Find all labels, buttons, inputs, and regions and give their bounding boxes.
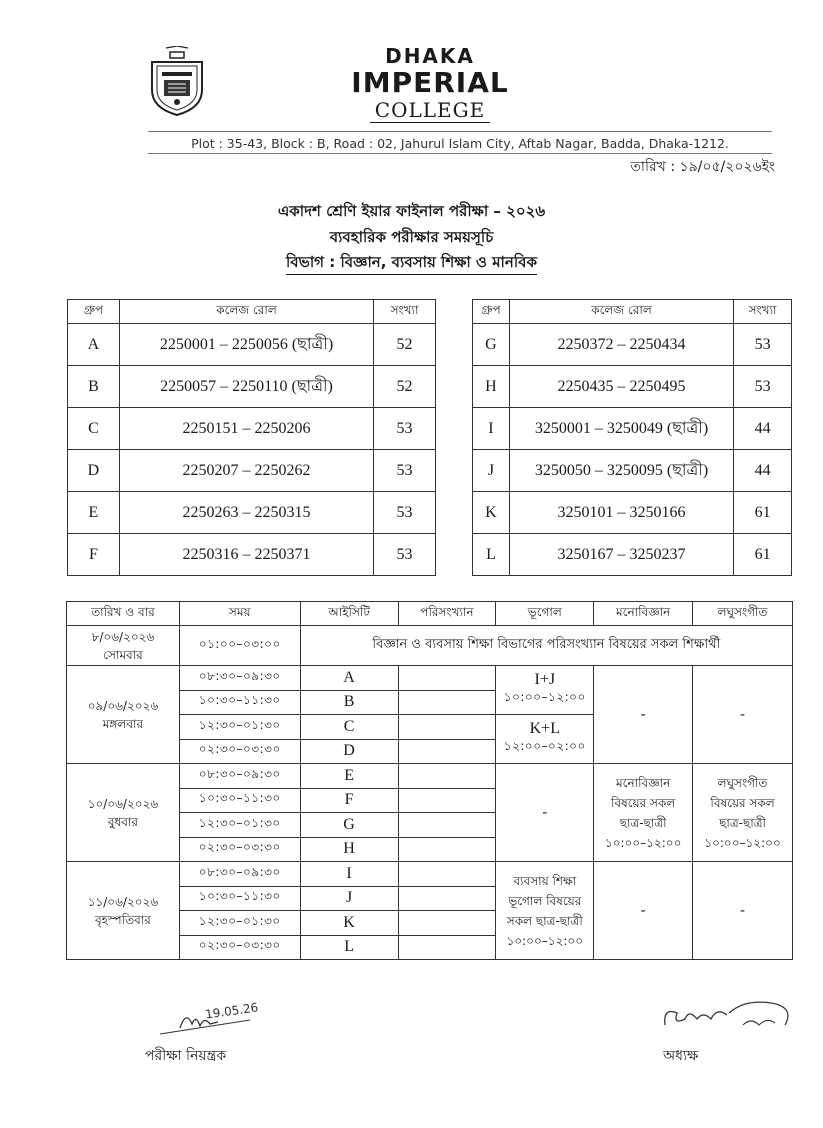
day1-date-cell [67, 626, 180, 666]
psychology-cell: - [594, 666, 693, 764]
psychology-time: ১০:০০–১২:০০ [604, 835, 682, 850]
group-cell: A [68, 324, 120, 366]
geography-line1: ব্যবসায় শিক্ষা [513, 873, 577, 888]
psychology-cell: - [594, 862, 693, 960]
day1-time: ০১:০০–০৩:০০ [179, 626, 300, 666]
schedule-row-day4 [67, 862, 793, 887]
statistics-cell [398, 886, 496, 911]
header-time: সময় [179, 602, 300, 626]
statistics-cell [398, 715, 496, 740]
table-row [68, 324, 436, 366]
count-cell: 53 [374, 450, 436, 492]
table-row [68, 366, 436, 408]
statistics-cell [398, 935, 496, 960]
practical-schedule-table [66, 601, 793, 960]
table-row [473, 366, 792, 408]
geography-time: ১০:০০–১২:০০ [503, 690, 586, 704]
count-cell: 53 [374, 408, 436, 450]
count-cell: 52 [374, 366, 436, 408]
statistics-cell [398, 666, 496, 691]
day4-day: বৃহস্পতিবার [94, 912, 151, 927]
ict-group: E [300, 764, 398, 789]
geography-time: ১০:০০–১২:০০ [506, 933, 584, 948]
geography-line3: সকল ছাত্র-ছাত্রী [506, 913, 583, 928]
ict-group: F [300, 788, 398, 813]
geography-time: ১২:০০–০২:০০ [503, 739, 586, 753]
count-cell: 53 [374, 492, 436, 534]
time-slot: ০২:৩০–০৩:৩০ [179, 739, 300, 764]
count-cell: 52 [374, 324, 436, 366]
music-line3: ছাত্র-ছাত্রী [719, 815, 766, 830]
ict-group: D [300, 739, 398, 764]
table-row [68, 534, 436, 576]
statistics-cell [398, 813, 496, 838]
table-header-row [68, 300, 436, 324]
time-slot: ০৮:৩০–০৯:৩০ [179, 862, 300, 887]
table-row [68, 492, 436, 534]
time-slot: ০৮:৩০–০৯:৩০ [179, 666, 300, 691]
table-row [473, 492, 792, 534]
day2-date: ০৯/০৬/২০২৬ [87, 698, 159, 713]
group-cell: I [473, 408, 510, 450]
day3-date: ১০/০৬/২০২৬ [87, 796, 159, 811]
time-slot: ০২:৩০–০৩:৩০ [179, 837, 300, 862]
table-row [68, 450, 436, 492]
statistics-cell [398, 837, 496, 862]
time-slot: ১০:৩০–১১:৩০ [179, 690, 300, 715]
ict-group: K [300, 911, 398, 936]
header-music: লঘুসংগীত [693, 602, 793, 626]
time-slot: ১২:৩০–০১:৩০ [179, 715, 300, 740]
roll-cell: 3250167 – 3250237 [509, 534, 733, 576]
notice-titles [0, 198, 823, 275]
table-row [473, 324, 792, 366]
group-cell: C [68, 408, 120, 450]
roll-cell: 3250001 – 3250049 (ছাত্রী) [509, 408, 733, 450]
letterhead [0, 0, 823, 180]
time-slot: ১০:৩০–১১:৩০ [179, 886, 300, 911]
music-cell: - [693, 666, 793, 764]
statistics-cell [398, 788, 496, 813]
roll-cell: 2250001 – 2250056 (ছাত্রী) [119, 324, 373, 366]
psychology-line3: ছাত্র-ছাত্রী [619, 815, 667, 830]
controller-signature-date: 19.05.26 [204, 1000, 260, 1022]
day2-day: মঙ্গলবার [102, 716, 144, 731]
group-table-left [67, 299, 436, 576]
statistics-cell [398, 911, 496, 936]
ict-group: I [300, 862, 398, 887]
statistics-cell [398, 739, 496, 764]
header-roll: কলেজ রোল [119, 300, 373, 324]
geography-slot-1 [496, 666, 594, 715]
schedule-title: ব্যবহারিক পরীক্ষার সময়সূচি [329, 228, 494, 246]
table-header-row [473, 300, 792, 324]
college-name-line1: DHAKA [385, 44, 475, 68]
count-cell: 53 [734, 324, 792, 366]
group-cell: B [68, 366, 120, 408]
header-ict: আইসিটি [300, 602, 398, 626]
table-row [473, 408, 792, 450]
schedule-header-row [67, 602, 793, 626]
psychology-all-students [594, 764, 693, 862]
count-cell: 44 [734, 450, 792, 492]
music-time: ১০:০০–১২:০০ [704, 835, 781, 850]
ict-group: B [300, 690, 398, 715]
time-slot: ১০:৩০–১১:৩০ [179, 788, 300, 813]
table-row [68, 408, 436, 450]
psychology-line2: বিষয়ের সকল [611, 795, 676, 810]
day1-note: বিজ্ঞান ও ব্যবসায় শিক্ষা বিভাগের পরিসংখ্যান বিষয়ের সকল শিক্ষার্থী [300, 626, 792, 666]
table-row [473, 534, 792, 576]
time-slot: ০২:৩০–০৩:৩০ [179, 935, 300, 960]
ict-group: J [300, 886, 398, 911]
time-slot: ১২:৩০–০১:৩০ [179, 911, 300, 936]
header-psychology: মনোবিজ্ঞান [594, 602, 693, 626]
header-statistics: পরিসংখ্যান [398, 602, 496, 626]
controller-label: পরীক্ষা নিয়ন্ত্রক [145, 1048, 227, 1064]
group-cell: G [473, 324, 510, 366]
geography-line2: ভূগোল বিষয়ের [508, 893, 582, 908]
group-cell: K [473, 492, 510, 534]
roll-cell: 2250316 – 2250371 [119, 534, 373, 576]
day2-date-cell [67, 666, 180, 764]
ict-group: L [300, 935, 398, 960]
roll-cell: 2250263 – 2250315 [119, 492, 373, 534]
header-rule-bottom [148, 153, 772, 154]
address: Plot : 35-43, Block : B, Road : 02, Jahurul Islam City, Aftab Nagar, Badda, Dhaka-1212. [191, 136, 729, 151]
header-count: সংখ্যা [734, 300, 792, 324]
group-cell: L [473, 534, 510, 576]
college-name [330, 44, 530, 123]
music-line1: লঘুসংগীত [717, 775, 768, 790]
header-geography: ভূগোল [496, 602, 594, 626]
header-group: গ্রুপ [473, 300, 510, 324]
day4-date-cell [67, 862, 180, 960]
principal-label: অধ্যক্ষ [663, 1048, 699, 1064]
group-cell: H [473, 366, 510, 408]
roll-cell: 2250207 – 2250262 [119, 450, 373, 492]
header-roll: কলেজ রোল [509, 300, 733, 324]
geography-slot-2 [496, 715, 594, 764]
count-cell: 53 [374, 534, 436, 576]
statistics-cell [398, 764, 496, 789]
header-count: সংখ্যা [374, 300, 436, 324]
roll-cell: 3250050 – 3250095 (ছাত্রী) [509, 450, 733, 492]
count-cell: 61 [734, 534, 792, 576]
ict-group: A [300, 666, 398, 691]
group-cell: F [68, 534, 120, 576]
roll-cell: 2250435 – 2250495 [509, 366, 733, 408]
day3-date-cell [67, 764, 180, 862]
music-line2: বিষয়ের সকল [710, 795, 775, 810]
music-all-students [693, 764, 793, 862]
time-slot: ০৮:৩০–০৯:৩০ [179, 764, 300, 789]
header-rule-top [148, 131, 772, 132]
geography-business-students [496, 862, 594, 960]
college-crest-icon [148, 46, 206, 116]
schedule-row-day3 [67, 764, 793, 789]
college-name-line2: IMPERIAL [351, 66, 509, 99]
time-slot: ১২:৩০–০১:৩০ [179, 813, 300, 838]
day1-day: সোমবার [103, 647, 143, 662]
psychology-line1: মনোবিজ্ঞান [615, 775, 671, 790]
ict-group: C [300, 715, 398, 740]
group-cell: J [473, 450, 510, 492]
table-row [473, 450, 792, 492]
geography-cell: - [496, 764, 594, 862]
statistics-cell [398, 862, 496, 887]
group-cell: D [68, 450, 120, 492]
group-table-right [472, 299, 792, 576]
geography-group: K+L [529, 720, 560, 737]
roll-cell: 3250101 – 3250166 [509, 492, 733, 534]
day3-day: বুধবার [107, 814, 139, 829]
ict-group: H [300, 837, 398, 862]
college-name-line3: COLLEGE [370, 98, 490, 123]
issue-date: তারিখ : ১৯/০৫/২০২৬ইং [630, 159, 775, 175]
roll-cell: 2250151 – 2250206 [119, 408, 373, 450]
header-group: গ্রুপ [68, 300, 120, 324]
geography-group: I+J [534, 671, 556, 688]
count-cell: 61 [734, 492, 792, 534]
department-title: বিভাগ : বিজ্ঞান, ব্যবসায় শিক্ষা ও মানবিক [286, 250, 537, 275]
day4-date: ১১/০৬/২০২৬ [87, 894, 159, 909]
principal-signature-icon [655, 995, 805, 1040]
schedule-row-day2 [67, 666, 793, 691]
music-cell: - [693, 862, 793, 960]
group-cell: E [68, 492, 120, 534]
statistics-cell [398, 690, 496, 715]
roll-cell: 2250057 – 2250110 (ছাত্রী) [119, 366, 373, 408]
schedule-row-day1 [67, 626, 793, 666]
roll-cell: 2250372 – 2250434 [509, 324, 733, 366]
day1-date: ৮/০৬/২০২৬ [91, 629, 155, 644]
ict-group: G [300, 813, 398, 838]
count-cell: 44 [734, 408, 792, 450]
header-date-day: তারিখ ও বার [67, 602, 180, 626]
count-cell: 53 [734, 366, 792, 408]
exam-title: একাদশ শ্রেণি ইয়ার ফাইনাল পরীক্ষা – ২০২৬ [277, 202, 546, 220]
